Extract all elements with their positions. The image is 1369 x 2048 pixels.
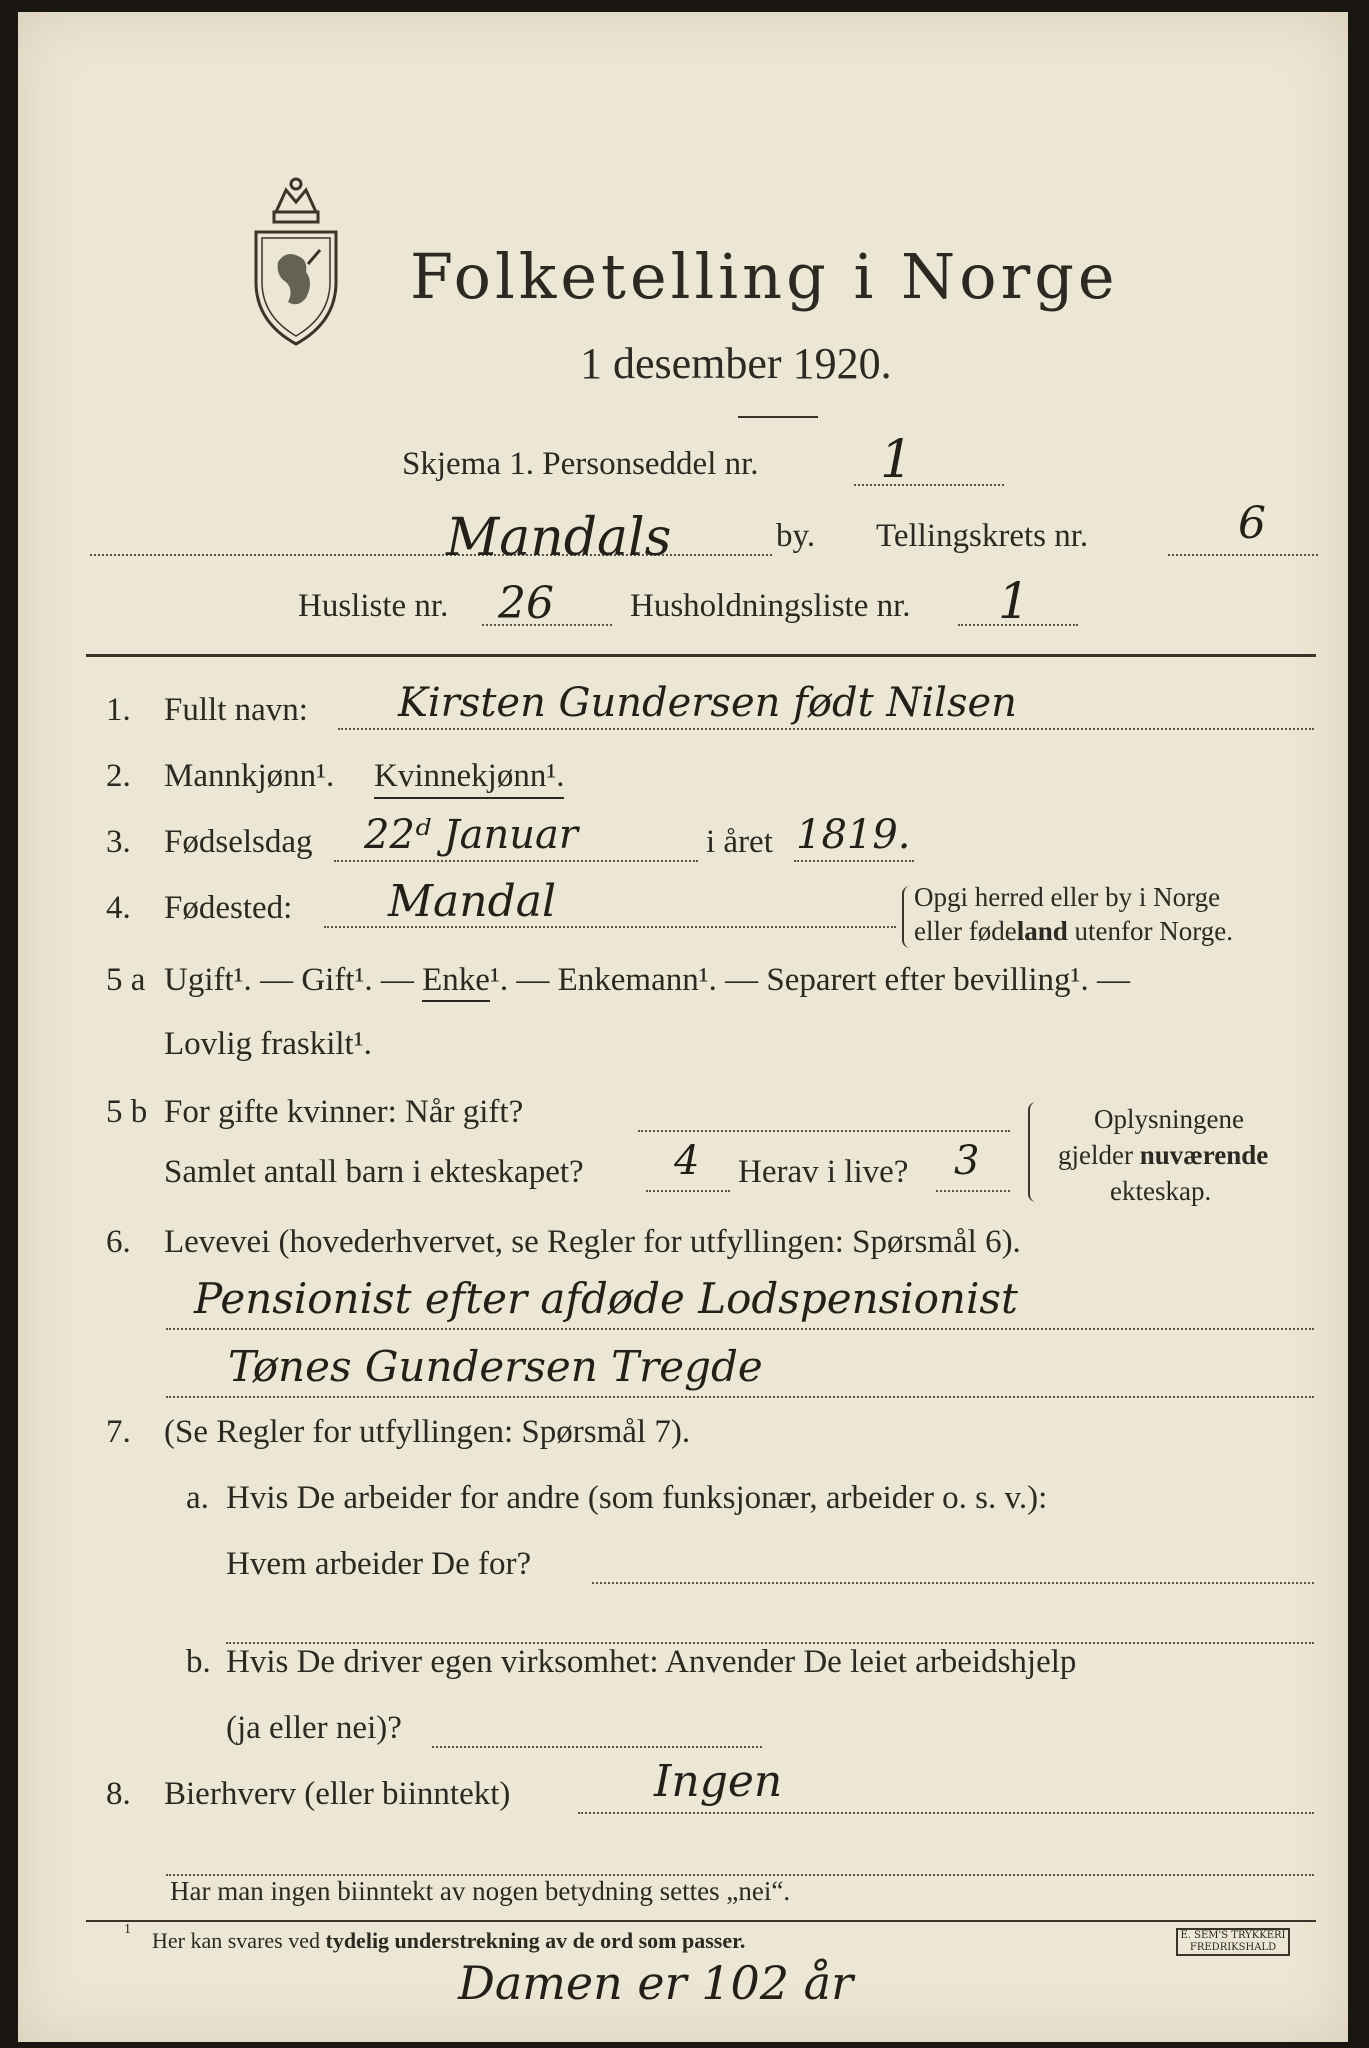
census-form-sheet	[18, 12, 1348, 2042]
q7b-number: b.	[186, 1644, 211, 1680]
census-date: 1 desember 1920.	[580, 339, 892, 388]
female-option[interactable]: Kvinnekjønn¹.	[374, 758, 564, 799]
q4-note-line2: eller fødeland utenfor Norge.	[914, 916, 1233, 946]
q5b-brace	[1028, 1102, 1040, 1202]
q7b-line[interactable]	[432, 1746, 762, 1748]
printer-stamp: E. SEM'S TRYKKERI FREDRIKSHALD	[1176, 1928, 1290, 1956]
q4-number: 4.	[106, 890, 131, 926]
other-marital-options[interactable]: — Enkemann¹. — Separert efter bevilling¹. —	[508, 962, 1130, 998]
handwritten-note: Damen er 102 år	[458, 1956, 854, 2010]
bierhverv-value[interactable]: Ingen	[654, 1756, 783, 1807]
footnote-text: Her kan svares ved tydelig understrekning av de ord som passer.	[152, 1928, 746, 1953]
form-title: Folketelling i Norge	[410, 240, 1119, 313]
q7-label: (Se Regler for utfyllingen: Spørsmål 7).	[164, 1414, 691, 1450]
full-name-value[interactable]: Kirsten Gundersen født Nilsen	[398, 680, 1017, 726]
q6-label: Levevei (hovederhvervet, se Regler for utfyllingen: Spørsmål 6).	[164, 1224, 1021, 1260]
barn-value[interactable]: 4	[674, 1138, 700, 1184]
skjema-label: Skjema 1. Personseddel nr.	[402, 446, 759, 482]
fraskilt-option[interactable]: Lovlig fraskilt¹.	[164, 1026, 372, 1062]
q4-brace	[902, 886, 912, 948]
q7b-question: (ja eller nei)?	[226, 1710, 402, 1746]
by-value[interactable]: Mandals	[446, 508, 672, 568]
q3-number: 3.	[106, 824, 131, 860]
q3-day-line	[334, 860, 698, 862]
q6-line2	[166, 1396, 1314, 1398]
occupation-line2[interactable]: Tønes Gundersen Tregde	[228, 1342, 763, 1391]
q7-number: 7.	[106, 1414, 131, 1450]
ugift-option[interactable]: Ugift¹.	[164, 962, 252, 998]
q5b-note-line2: gjelder nuværende	[1058, 1140, 1269, 1170]
q7a-line1[interactable]	[592, 1582, 1314, 1584]
q6-line1	[166, 1328, 1314, 1330]
q8-number: 8.	[106, 1776, 131, 1812]
q1-label: Fullt navn:	[164, 692, 308, 728]
husholdning-label: Husholdningsliste nr.	[630, 588, 911, 624]
q2-number: 2.	[106, 758, 131, 794]
q5b-when-line	[638, 1130, 1010, 1132]
male-option[interactable]: Mannkjønn¹.	[164, 758, 335, 794]
q4-note-line1: Opgi herred eller by i Norge	[914, 882, 1221, 912]
birth-year-value[interactable]: 1819.	[796, 812, 911, 858]
personseddel-nr[interactable]: 1	[880, 430, 914, 490]
occupation-line1[interactable]: Pensionist efter afdøde Lodspensionist	[194, 1274, 1018, 1323]
tellingskrets-label: Tellingskrets nr.	[876, 518, 1089, 554]
live-label: Herav i live?	[738, 1154, 909, 1190]
q5b-note-line1: Oplysningene	[1094, 1104, 1244, 1134]
q6-number: 6.	[106, 1224, 131, 1260]
q7b-label: Hvis De driver egen virksomhet: Anvender De leiet arbeidshjelp	[226, 1644, 1077, 1680]
q5b-number: 5 b	[106, 1094, 148, 1130]
husholdning-nr[interactable]: 1	[998, 572, 1030, 630]
header-divider	[86, 654, 1316, 657]
q5a-number: 5 a	[106, 962, 146, 998]
footnote-mark: 1	[124, 1922, 131, 1937]
q3-year-label: i året	[706, 824, 773, 860]
q4-label: Fødested:	[164, 890, 293, 926]
birthplace-value[interactable]: Mandal	[388, 876, 557, 927]
q5b-label: For gifte kvinner: Når gift?	[164, 1094, 524, 1130]
footer-note: Har man ingen biinntekt av nogen betydning settes „nei“.	[170, 1876, 791, 1906]
birth-day-value[interactable]: 22ᵈ Januar	[364, 812, 578, 858]
q5b-note-line3: ekteskap.	[1110, 1176, 1212, 1206]
footer-divider	[86, 1920, 1316, 1922]
live-line	[936, 1190, 1010, 1192]
enke-option[interactable]: Enke	[422, 962, 490, 1002]
q8-label: Bierhverv (eller biinntekt)	[164, 1776, 511, 1812]
q8-line1	[578, 1812, 1314, 1814]
q3-year-line	[794, 860, 914, 862]
q7a-question: Hvem arbeider De for?	[226, 1546, 532, 1582]
by-label: by.	[776, 518, 816, 554]
title-divider	[738, 416, 818, 418]
barn-label: Samlet antall barn i ekteskapet?	[164, 1154, 584, 1190]
husliste-nr[interactable]: 26	[498, 578, 554, 629]
husliste-label: Husliste nr.	[298, 588, 449, 624]
personseddel-nr-line	[854, 484, 1004, 486]
q1-line	[338, 728, 1314, 730]
marital-status-options: Ugift¹. — Gift¹. — Enke¹. — Enkemann¹. — Separert efter bevilling¹. —	[164, 962, 1130, 999]
gift-option[interactable]: Gift¹.	[301, 962, 373, 998]
norway-coat-of-arms-icon	[246, 172, 346, 352]
q7a-label: Hvis De arbeider for andre (som funksjonær, arbeider o. s. v.):	[226, 1480, 1048, 1516]
live-value[interactable]: 3	[954, 1138, 980, 1184]
tellingskrets-line	[1168, 554, 1318, 556]
barn-line	[646, 1190, 730, 1192]
q1-number: 1.	[106, 692, 131, 728]
q7a-number: a.	[186, 1480, 209, 1516]
q3-label: Fødselsdag	[164, 824, 313, 860]
tellingskrets-nr[interactable]: 6	[1238, 498, 1266, 549]
